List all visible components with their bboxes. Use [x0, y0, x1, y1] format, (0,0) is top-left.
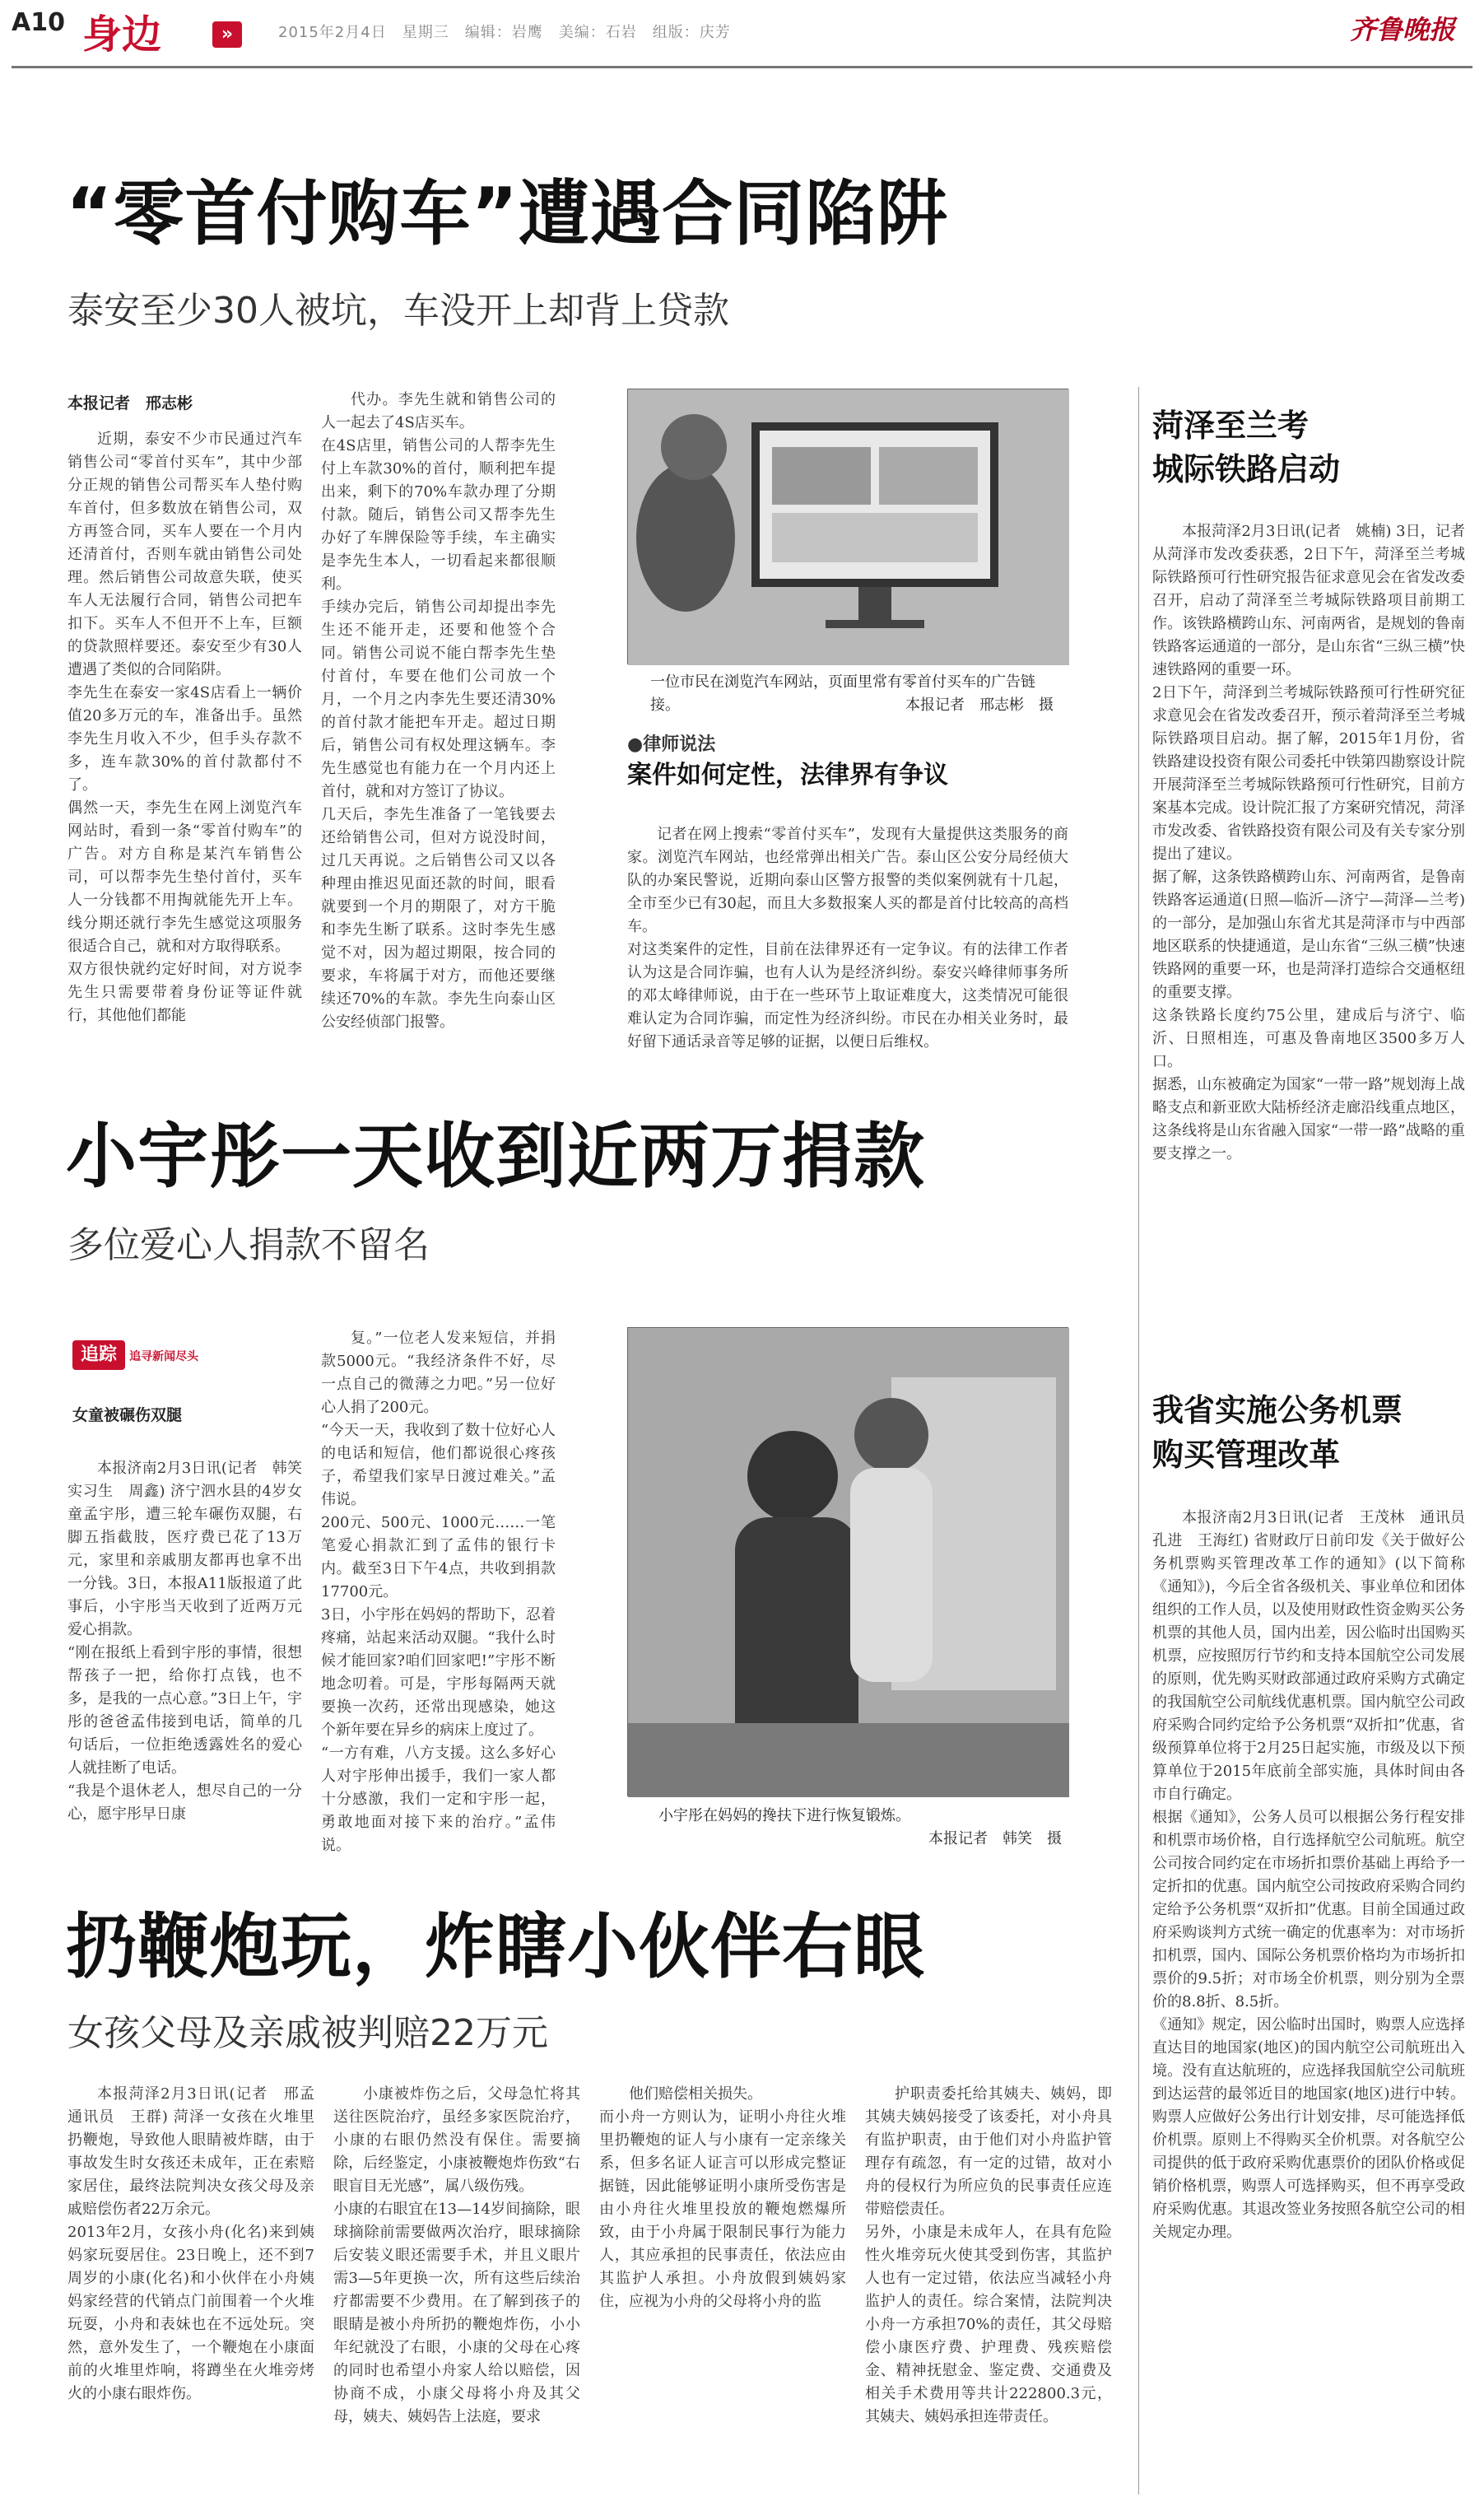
- photo-computer-browsing: [627, 389, 1068, 664]
- lawyer-body: 记者在网上搜索“零首付买车”，发现有大量提供这类服务的商家。浏览汽车网站，也经常弹出相关广告。泰山区公安分局经侦大队的办案民警说，近期向泰山区警方报警的类似案例就有十几起，全市至少已有30起，而且大多数报案人买的都是首付比较高的高档车。 对这类案件的定性，目前在法律界还有一定争议。有的法律工作者认为这是合同诈骗，也有人认为是经济纠纷。泰安兴峰律师事务所的邓太峰律师说，由于在一些环节上取证难度大，这类情况可能很难认定为合同诈骗，而定性为经济纠纷。市民在办相关业务时，最好留下通话录音等足够的证据，以便日后维权。: [627, 826, 1068, 1051]
- hospital-scene-illustration: [628, 1328, 1069, 1797]
- edition-meta: 2015年2月4日 星期三 编辑：岩鹰 美编：石岩 组版：庆芳: [278, 24, 731, 41]
- article2-col2: 复。”一位老人发来短信，并捐款5000元。“我经济条件不好，尽一点自己的微薄之力吧。”另一位好心人捐了200元。 “今天一天，我收到了数十位好心人的电话和短信，他们都说很心疼孩子，希望我们家早日渡过难关。”孟伟说。 200元、500元、1000元……一笔笔爱心捐款汇到了孟伟的银行卡内。截至3日下午4点，共收到捐款17700元。 3日，小宇彤在妈妈的帮助下，忍着疼痛，站起来活动双腿。“我什么时候才能回家?咱们回家吧!”宇彤不断地念叨着。可是，宇彤每隔两天就要换一次药，还常出现感染，她这个新年要在异乡的病床上度过了。 “一方有难，八方支援。这么多好心人对宇彤伸出援手，我们一家人都十分感激，我们一定和宇彤一起，勇敢地面对接下来的治疗。”孟伟说。: [321, 1330, 556, 1854]
- section-title: 身边: [82, 12, 162, 58]
- article1-photo-credit: 本报记者 邢志彬 摄: [905, 696, 1054, 714]
- article2-subhead: 多位爱心人捐款不留名: [67, 1224, 430, 1266]
- lawyer-tag: ●律师说法: [627, 734, 716, 755]
- chevron-right-icon: »: [212, 21, 242, 48]
- article1-headline: “零首付购车”遭遇合同陷阱: [66, 173, 949, 255]
- header-divider: [12, 66, 1472, 68]
- article2-photo-credit: 本报记者 韩笑 摄: [928, 1830, 1062, 1847]
- article2-headline: 小宇彤一天收到近两万捐款: [66, 1116, 925, 1198]
- lawyer-subtitle: 案件如何定性，法律界有争议: [627, 761, 948, 790]
- sidebar2-title-line1: 我省实施公务机票: [1152, 1392, 1403, 1428]
- article3-col1: 本报菏泽2月3日讯(记者 邢孟 通讯员 王群) 菏泽一女孩在火堆里扔鞭炮，导致他人眼睛被炸瞎，由于事故发生时女孩还未成年，正在索赔家居住，最终法院判决女孩父母及亲戚赔偿伤者22万余元。 2013年2月，女孩小舟(化名)来到姨妈家玩耍居住。23日晚上，还不到7周岁的小康(化名)和小伙伴在小舟姨妈家经营的代销点门前围着一个火堆玩耍，小舟和表妹也在不远处玩。突然，意外发生了，一个鞭炮在小康面前的火堆里炸响，将蹲坐在火堆旁烤火的小康右眼炸伤。: [67, 2085, 314, 2402]
- article2-col1: 本报济南2月3日讯(记者 韩笑 实习生 周鑫) 济宁泗水县的4岁女童孟宇彤，遭三轮车碾伤双腿，右脚五指截肢，医疗费已花了13万元，家里和亲戚朋友都再也拿不出一分钱。3日，本报A11版报道了此事后，小宇彤当天收到了近两万元爱心捐款。 “刚在报纸上看到宇彤的事情，很想帮孩子一把，给你打点钱，也不多，是我的一点心意。”3日上午，宇彤的爸爸孟伟接到电话，简单的几句话后，一位拒绝透露姓名的爱心人就挂断了电话。 “我是个退休老人，想尽自己的一分心，愿宇彤早日康: [67, 1460, 302, 1823]
- tracking-badge: [72, 1340, 198, 1370]
- article3-headline: 扔鞭炮玩，炸瞎小伙伴右眼: [66, 1906, 925, 1988]
- newspaper-logo: 齐鲁晚报: [1350, 14, 1456, 45]
- article3-col4: 护职责委托给其姨夫、姨妈，即其姨夫姨妈接受了该委托，对小舟具有监护职责，由于他们对小舟监护管理存有疏忽，有一定的过错，故对小舟的侵权行为所应负的民事责任应连带赔偿责任。 另外，小康是未成年人，在具有危险性火堆旁玩火使其受到伤害，其监护人也有一定过错，依法应当减轻小舟监护人的责任。综合案情，法院判决小舟一方承担70%的责任，其父母赔偿小康医疗费、护理费、残疾赔偿金、精神抚慰金、鉴定费、交通费及相关手术费用等共计222800.3元，其姨夫、姨妈承担连带责任。: [865, 2085, 1112, 2425]
- sidebar2-title-line2: 购买管理改革: [1152, 1437, 1341, 1473]
- article2-kicker: 女童被碾伤双腿: [72, 1406, 183, 1424]
- tracking-badge-sub: 追寻新闻尽头: [129, 1350, 199, 1363]
- article3-col3: 他们赔偿相关损失。 而小舟一方则认为，证明小舟往火堆里扔鞭炮的证人与小康有一定亲缘关系，但多名证人证言可以形成完整证据链，因此能够证明小康所受伤害是由小舟往火堆里投放的鞭炮燃爆所致，由于小舟属于限制民事行为能力人，其应承担的民事责任，依法应由其监护人承担。小舟放假到姨妈家住，应视为小舟的父母将小舟的监: [599, 2085, 846, 2310]
- article1-photo-caption: 一位市民在浏览汽车网站，页面里常有零首付买车的广告链接。: [650, 673, 1035, 714]
- article1-col1: 近期，泰安不少市民通过汽车销售公司“零首付买车”，其中少部分正规的销售公司帮买车人垫付购车首付，但多数放在销售公司，双方再签合同，买车人要在一个月内还清首付，否则车就由销售公司处理。然后销售公司故意失联，使买车人无法履行合同，销售公司把车扣下。买车人不但开不上车，巨额的贷款照样要还。泰安至少有30人遭遇了类似的合同陷阱。 李先生在泰安一家4S店看上一辆价值20多万元的车，准备出手。虽然李先生月收入不少，但手头存款不多，连车款30%的首付款都付不了。 偶然一天，李先生在网上浏览汽车网站时，看到一条“零首付购车”的广告。对方自称是某汽车销售公司，可以帮李先生垫付首付，买车人一分钱都不用掏就能先开上车。线分期还就行李先生感觉这项服务很适合自己，就和对方取得联系。 双方很快就约定好时间，对方说李先生只需要带着身份证等证件就行，其他他们都能: [67, 431, 302, 1024]
- sidebar-divider: [1138, 387, 1139, 2495]
- page-number: A10: [12, 8, 65, 37]
- photo-mother-and-girl: [627, 1327, 1068, 1796]
- article1-col2: 代办。李先生就和销售公司的人一起去了4S店买车。 在4S店里，销售公司的人帮李先生付上车款30%的首付，顺利把车提出来，剩下的70%车款办理了分期付款。随后，销售公司又帮李先生办好了车牌保险等手续，车主确实是李先生本人，一切看起来都很顺利。 手续办完后，销售公司却提出李先生还不能开走，还要和他签个合同。销售公司说不能白帮李先生垫付首付，车要在他们公司放一个月，一个月之内李先生要还清30%的首付款才能把车开走。超过日期后，销售公司有权处理这辆车。李先生感觉也有能力在一个月内还上首付，就和对方签订了协议。 几天后，李先生准备了一笔钱要去还给销售公司，但对方说没时间，过几天再说。之后销售公司又以各种理由推迟见面还款的时间，眼看就要到一个月的期限了，对方干脆和李先生断了联系。这时李先生感觉不对，因为超过期限，按合同的要求，车将属于对方，而他还要继续还70%的车款。李先生向泰山区公安经侦部门报警。: [321, 391, 556, 1031]
- article3-col2: 小康被炸伤之后，父母急忙将其送往医院治疗，虽经多家医院治疗，小康的右眼仍然没有保住。需要摘除，后经鉴定，小康被鞭炮炸伤致“右眼盲目无光感”，属八级伤残。 小康的右眼宜在13—14岁间摘除，眼球摘除前需要做两次治疗，眼球摘除后安装义眼还需要手术，并且义眼片需3—5年更换一次，所有这些后续治疗都需要不少费用。在了解到孩子的眼睛是被小舟所扔的鞭炮炸伤，小小年纪就没了右眼，小康的父母在心疼的同时也希望小舟家人给以赔偿，因协商不成，小康父母将小舟及其父母，姨夫、姨妈告上法庭，要求: [333, 2085, 580, 2425]
- sidebar2-body: 本报济南2月3日讯(记者 王茂林 通讯员 孔进 王海红) 省财政厅日前印发《关于做好公务机票购买管理改革工作的通知》(以下简称《通知》)，今后全省各级机关、事业单位和团体组织的工作人员，以及使用财政性资金购买公务机票的其他人员，国内出差，因公临时出国购买机票，应按照厉行节约和支持本国航空公司发展的原则，优先购买财政部通过政府采购方式确定的我国航空公司航线优惠机票。国内航空公司政府采购合同约定给予公务机票“双折扣”优惠，省级预算单位将于2月25日起实施，市级及以下预算单位于2015年底前全部实施，具体时间由各市自行确定。 根据《通知》，公务人员可以根据公务行程安排和机票市场价格，自行选择航空公司航班。航空公司按合同约定在市场折扣票价基础上再给予一定折扣的优惠。国内航空公司按政府采购合同约定给予公务机票“双折扣”优惠。目前全国通过政府采购谈判方式统一确定的优惠率为：对市场折扣机票，国内、国际公务机票价格均为市场折扣票价的9.5折；对市场全价机票，则分别为全票价的8.8折、8.5折。 《通知》规定，因公临时出国时，购票人应选择直达目的地国家(地区)的国内航空公司航班出入境。没有直达航班的，应选择我国航空公司航班到达运营的最邻近目的地国家(地区)进行中转。购票人应做好公务出行计划安排，尽可能选择低价机票。原则上不得购买全价机票。对各航空公司提供的低于政府采购优惠票价的团队价格或促销价格机票，购票人可选择购买，但不再享受政府采购优惠。其退改签业务按照各航空公司的相关规定办理。: [1152, 1509, 1465, 2241]
- sidebar1-title-line2: 城际铁路启动: [1152, 451, 1341, 487]
- sidebar1-title-line1: 菏泽至兰考: [1152, 408, 1310, 444]
- sidebar1-body: 本报菏泽2月3日讯(记者 姚楠) 3日，记者从菏泽市发改委获悉，2日下午，菏泽至兰考城际铁路预可行性研究报告征求意见会在省发改委召开，启动了菏泽至兰考城际铁路项目前期工作。该铁路横跨山东、河南两省，是规划的鲁南铁路客运通道的一部分，是山东省“三纵三横”快速铁路网的重要一环。 2日下午，菏泽到兰考城际铁路预可行性研究征求意见会在省发改委召开，预示着菏泽至兰考城际铁路项目启动。据了解，2015年1月份，省铁路建设投资有限公司委托中铁第四勘察设计院开展菏泽至兰考城际铁路预可行性研究，目前方案基本完成。设计院汇报了方案研究情况，菏泽市发改委、省铁路投资有限公司及有关专家分别提出了建议。 据了解，这条铁路横跨山东、河南两省，是鲁南铁路客运通道(日照—临沂—济宁—菏泽—兰考)的一部分，是加强山东省尤其是菏泽市与中西部地区联系的快捷通道，是山东省“三纵三横”快速铁路网的重要一环，也是菏泽打造综合交通枢纽的重要支撑。 这条铁路长度约75公里，建成后与济宁、临沂、日照相连，可惠及鲁南地区3500多万人口。 据悉，山东被确定为国家“一带一路”规划海上战略支点和新亚欧大陆桥经济走廊沿线重点地区，这条线将是山东省融入国家“一带一路”战略的重要支撑之一。: [1152, 523, 1465, 1162]
- article1-subhead: 泰安至少30人被坑，车没开上却背上贷款: [67, 290, 729, 332]
- article3-subhead: 女孩父母及亲戚被判赔22万元: [67, 2012, 548, 2054]
- article2-photo-caption: 小宇彤在妈妈的搀扶下进行恢复锻炼。: [658, 1807, 910, 1824]
- tracking-badge-label: 追踪: [72, 1340, 125, 1370]
- article1-byline: 本报记者 邢志彬: [67, 394, 193, 412]
- monitor-illustration: [628, 389, 1069, 665]
